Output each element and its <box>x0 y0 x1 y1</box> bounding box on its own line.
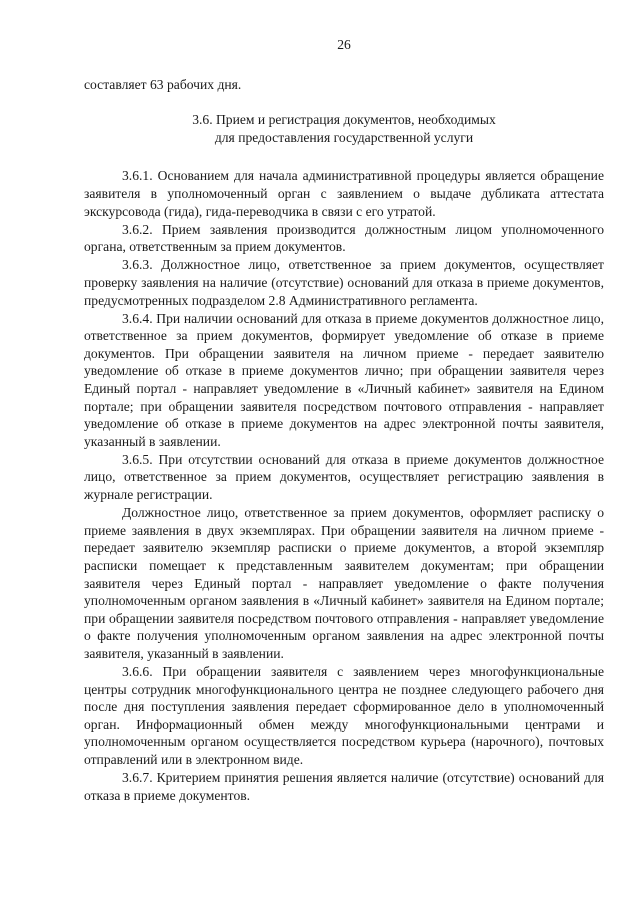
section-title-line-1: 3.6. Прием и регистрация документов, необходимых <box>192 112 496 128</box>
paragraph-3-6-6: 3.6.6. При обращении заявителя с заявлением через многофункциональные центры сотрудник многофункционального центра не позднее следующего рабочего дня после дня поступления заявления передает сформированное дело в уполномоченный орган. Информационный обмен между многофункциональными центрами и уполномоченным органом осуществляется посредством курьера (нарочного), почтовых отправлений или в электронном виде. <box>84 664 604 767</box>
section-title-line-2: для предоставления государственной услуги <box>214 129 474 145</box>
paragraph-3-6-2: 3.6.2. Прием заявления производится должностным лицом уполномоченного органа, ответственным за прием документов. <box>84 221 604 255</box>
paragraph-3-6-1: 3.6.1. Основанием для начала административной процедуры является обращение заявителя в уполномоченный орган с заявлением о выдаче дубликата аттестата экскурсовода (гида), гида-переводчика в связи с его утратой. <box>84 168 604 219</box>
paragraph-3-6-5-continued: Должностное лицо, ответственное за прием документов, оформляет расписку о приеме заявления в двух экземплярах. При обращении заявителя на личном приеме - передает заявителю экземпляр расписки о приеме документов, а второй экземпляр расписки помещает к представленным заявителем документам; при обращении заявителя через Единый портал - направляет уведомление о факте получения уполномоченным органом заявления в «Личный кабинет» заявителя на Едином портале; при обращении заявителя посредством почтового отправления - направляет уведомление о факте получения уполномоченным органом заявления на адрес электронной почты заявителя, указанный в заявлении. <box>84 505 604 661</box>
paragraph-3-6-4: 3.6.4. При наличии оснований для отказа в приеме документов должностное лицо, ответственное за прием документов, формирует уведомление об отказе в приеме документов. При обращении заявителя на личном приеме - передает заявителю уведомление об отказе в приеме документов лично; при обращении заявителя через Единый портал - направляет уведомление в «Личный кабинет» заявителя на Едином портале; при обращении заявителя посредством почтового отправления - направляет уведомление об отказе в приеме документов на адрес электронной почты заявителя, указанный в заявлении. <box>84 310 604 449</box>
section-title <box>84 111 604 146</box>
continuation-line: составляет 63 рабочих дня. <box>84 76 242 92</box>
paragraph-3-6-7: 3.6.7. Критерием принятия решения является наличие (отсутствие) оснований для отказа в приеме документов. <box>84 770 604 803</box>
paragraph-3-6-3: 3.6.3. Должностное лицо, ответственное за прием документов, осуществляет проверку заявления на наличие (отсутствие) оснований для отказа в приеме документов, предусмотренных подразделом 2.8 Административного регламента. <box>84 257 604 308</box>
paragraph-3-6-5: 3.6.5. При отсутствии оснований для отказа в приеме документов должностное лицо, ответственное за прием документов, осуществляет регистрацию заявления в журнале регистрации. <box>84 451 604 503</box>
document-page <box>84 36 604 805</box>
page-number: 26 <box>337 37 351 52</box>
